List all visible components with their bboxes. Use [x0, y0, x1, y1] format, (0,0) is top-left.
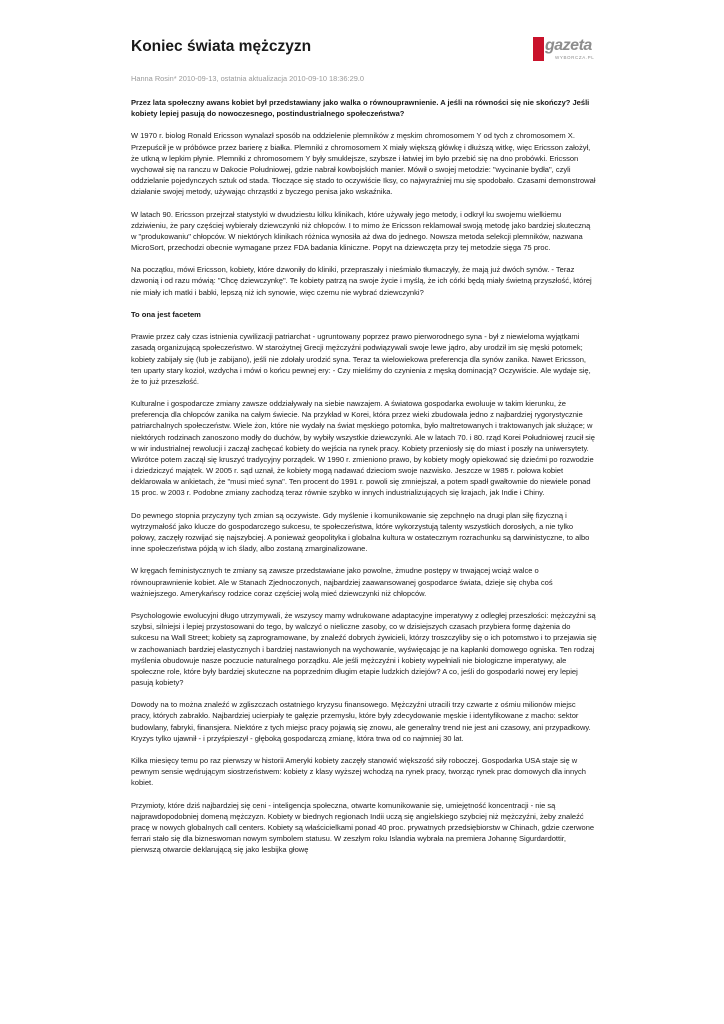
- paragraph: Kilka miesięcy temu po raz pierwszy w historii Ameryki kobiety zaczęły stanowić większość siły roboczej. Gospodarka USA staje się w pewnym sensie wędrującym siostrzeństwem: kobiety z klasy wyższej wchodzą na rynek pracy, tworząc rynek prac domowych dla innych kobiet.: [131, 756, 586, 788]
- paragraph: Prawie przez cały czas istnienia cywilizacji patriarchat - ugruntowany poprzez prawo pierworodnego syna - był z niewieloma wyjątkami zasadą organizującą społeczeństwo. W starożytnej Grecji mężczyźni podwiązywali swoje lewe jądro, aby urodził im się męski potomek; kobiety zabijały się (lub je zabijano), jeśli nie zdołały urodzić syna. Teraz ta wielowiekowa preferencja dla synów zanika. Nawet Ericsson, ten uparty stary kozioł, wzdycha i mówi o końcu pewnej ery: - Czy mieliśmy do czynienia z męską dominacją? Oczywiście. Ale wydaje się, że to już przeszłość.: [131, 332, 591, 386]
- paragraph: Psychologowie ewolucyjni długo utrzymywali, że wszyscy mamy wdrukowane adaptacyjne imperatywy z odległej przeszłości: mężczyźni są szybsi, silniejsi i lepiej przystosowani do tego, by walczyć o nieliczne zasoby, co w dzisiejszych czasach przybiera formę dążenia do sukcesu na Wall Street; kobiety są zaprogramowane, by znaleźć dobrych żywicieli, którzy troszczyliby się o ich potomstwo i to przejawia się w zachowaniach bardziej elastycznych i bardziej nastawionych na wychowanie, wyświęcając je na kapłanki domowego ogniska. Ten rodzaj myślenia obudowuje nasze poczucie naturalnego porządku. Ale jeśli mężczyźni i kobiety wypełniali nie biologiczne imperatywy, ale społeczne role, które były bardziej skuteczne na poprzednim długim etapie ludzkich dziejów? A co, jeśli do gospodarki nowej ery lepiej pasują kobiety?: [131, 611, 597, 687]
- article-title: Koniec świata mężczyzn: [131, 38, 312, 55]
- paragraph: W 1970 r. biolog Ronald Ericsson wynalazł sposób na oddzielenie plemników z męskim chromosomem Y od tych z chromosomem X. Przepuścił je w próbówce przez barierę z białka. Plemniki z chromosomem X miały większą główkę i dłuższą witkę, więc Ericsson założył, że utkną w lepkim płynie. Plemniki z chromosomem Y były smuklejsze, szybsze i łatwiej im było przebić się na dno probówki. Ericsson wychował się na ranczu w Dakocie Południowej, gdzie nabrał kowbojskich manier. Mówił o swojej metodzie: "wycinanie bydła", czyli oddzielanie pojedynczych sztuk od stada. Tłoczące się stado to oczywiście Iksy, co najwyraźniej mu się spodobało. Czasami demonstrował działanie swojej metody, używając chrząstki z byczego penisa jako wskaźnika.: [131, 131, 596, 197]
- paragraph: W kręgach feministycznych te zmiany są zawsze przedstawiane jako powolne, żmudne postępy w trwającej wciąż walce o równouprawnienie kobiet. Ale w Stanach Zjednoczonych, najbardziej zaawansowanej gospodarce świata, dzieje się chyba coś ważniejszego. Amerykańscy rodzice coraz częściej wolą mieć dziewczynki niż chłopców.: [131, 566, 553, 598]
- gazeta-logo: [533, 37, 595, 63]
- paragraph: Na początku, mówi Ericsson, kobiety, które dzwoniły do kliniki, przepraszały i nieśmiało tłumaczyły, że mają już dwóch synów. - Teraz dzwonią i od razu mówią: "Chcę dziewczynkę". Te kobiety patrzą na swoje życie i myślą, że ich córki będą miały świetną przyszłość, której nie miały ich matki i babki, lepszą niż ich synowie, więc czemu nie wybrać dziewczynki?: [131, 265, 592, 297]
- gazeta-logo-mark: [533, 37, 544, 61]
- gazeta-logo-subtext: WYBORCZA.PL: [555, 55, 595, 60]
- section-heading: To ona jest facetem: [131, 309, 201, 319]
- article-lead: Przez lata społeczny awans kobiet był przedstawiany jako walka o równouprawnienie. A jeśli na równości się nie skończy? Jeśli kobiety lepiej pasują do nowoczesnego, postindustrialnego społeczeństwa?: [131, 98, 590, 119]
- article-byline: Hanna Rosin* 2010-09-13, ostatnia aktualizacja 2010-09-10 18:36:29.0: [131, 74, 364, 83]
- paragraph: Do pewnego stopnia przyczyny tych zmian są oczywiste. Gdy myślenie i komunikowanie się zepchnęło na drugi plan siłę fizyczną i wytrzymałość jako klucze do gospodarczego sukcesu, te społeczeństwa, które wykorzystują talenty wszystkich dorosłych, a nie tylko połowy, zaczęły rozwijać się najszybciej. A ponieważ geopolityka i globalna kultura w ostatecznym rozrachunku są darwinistyczne, to albo inne społeczeństwa pójdą w ich ślady, albo zostaną zmarginalizowane.: [131, 510, 590, 554]
- gazeta-logo-word: gazeta: [545, 37, 592, 54]
- article-body: [131, 97, 597, 867]
- paragraph: Dowody na to można znaleźć w zgliszczach ostatniego kryzysu finansowego. Mężczyźni utracili trzy czwarte z ośmiu milionów miejsc pracy, których zabrakło. Najbardziej ucierpiały te gałęzie przemysłu, które były zdecydowanie męskie i identyfikowane z macho: sektor budowlany, fabryki, finansjera. Niektóre z tych miejsc pracy pojawią się znowu, ale generalny trend nie jest ani czasowy, ani przypadkowy. Kryzys tylko ujawnił - i przyśpieszył - głęboką gospodarczą zmianę, która trwa od co najmniej 30 lat.: [131, 700, 591, 743]
- paragraph: Kulturalne i gospodarcze zmiany zawsze oddziaływały na siebie nawzajem. A światowa gospodarka ewoluuje w takim kierunku, że preferencja dla chłopców zanika na całym świecie. Na przykład w Korei, która przez wieki zbudowała jedno z najbardziej rygorystycznie patriarchalnych społeczeństw. Wiele żon, które nie wydały na świat męskiego potomka, było maltretowanych i traktowanych jak służące; w niektórych rodzinach zanoszono modły do duchów, by wybiły wszystkie dziewczynki. Ale w latach 70. i 80. rząd Korei Południowej rzucił się w wir industrialnej rewolucji i zaczął zachęcać kobiety do wejścia na rynek pracy. Kobiety przeniosły się do miast i poszły na uniwersytety. Wkrótce potem zaczął się kruszyć tradycyjny porządek. W 1990 r. zmieniono prawo, by kobiety mogły opiekować się dziećmi po rozwodzie i dziedziczyć majątek. W 2005 r. sąd uznał, że kobiety mogą nadawać dzieciom swoje nazwisko. Jeszcze w 1985 r. połowa kobiet deklarowała w ankietach, że "musi mieć syna". Ten procent do 1991 r. powoli się zmniejszał, a potem spadł gwałtownie do niewiele ponad 15 proc. w 2003 r. Podobne zmiany zachodzą teraz równie szybko w innych industrializujących się krajach, jak Indie i Chiny.: [131, 399, 595, 498]
- paragraph: W latach 90. Ericsson przejrzał statystyki w dwudziestu kilku klinikach, które używały jego metody, i odkrył ku swojemu wielkiemu zdziwieniu, że pary częściej wybierały dziewczynki niż chłopców. I to mimo że Ericsson reklamował swoją metodę jako bardziej skuteczną w "produkowaniu" chłopców. W niektórych klinikach różnica wynosiła aż dwa do jednego. Nowsza metoda selekcji plemników, nazwana MicroSort, przechodzi obecnie wymagane przez FDA badania kliniczne. Popyt na dziewczęta przy tej metodzie sięga 75 proc.: [131, 209, 591, 252]
- paragraph: Przymioty, które dziś najbardziej się ceni - inteligencja społeczna, otwarte komunikowanie się, umiejętność koncentracji - nie są najprawdopodobniej domeną mężczyzn. Kobiety w biednych regionach Indii uczą się angielskiego szybciej niż mężczyźni, żeby znaleźć pracę w nowych globalnych call centers. Kobiety są właścicielkami ponad 40 proc. prywatnych przedsiębiorstw w Chinach, gdzie czerwone ferrari stało się dla bizneswoman nowym symbolem statusu. W zeszłym roku Islandia wybrała na premiera Johannę Sigurdardottir, pierwszą otwarcie deklarującą się jako lesbijka głowę: [131, 800, 595, 855]
